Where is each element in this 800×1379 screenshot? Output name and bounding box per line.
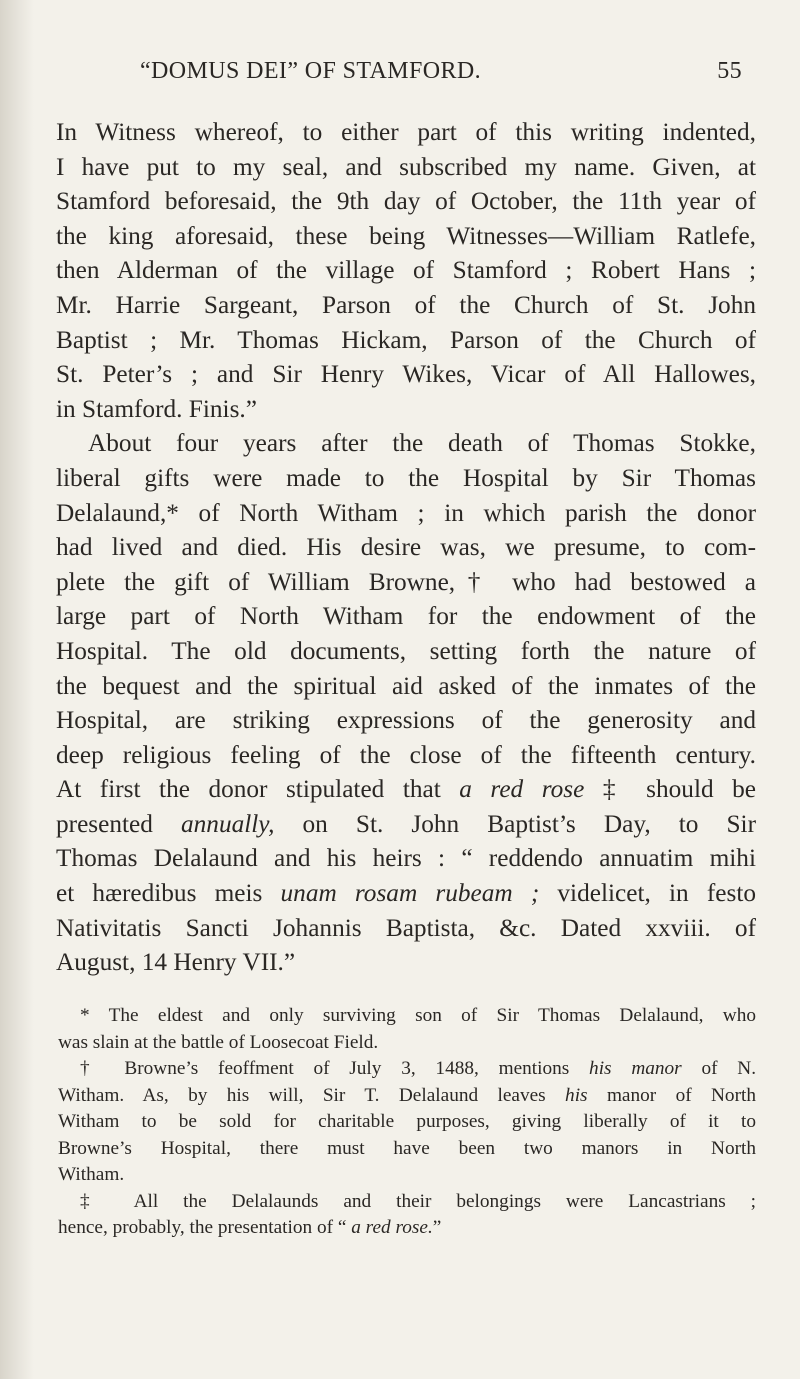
- italic-phrase: his manor: [589, 1058, 682, 1079]
- text-segment: ”: [432, 1217, 442, 1238]
- body-text: [56, 115, 756, 980]
- text-line: Mr. Harrie Sargeant, Parson of the Church of St. John: [56, 290, 756, 319]
- italic-phrase: his: [565, 1084, 588, 1106]
- text-line: liberal gifts were made to the Hospital by Sir Thomas: [56, 463, 756, 492]
- text-line: in Stamford. Finis.”: [56, 394, 257, 423]
- text-line: In Witness whereof, to either part of this writing indented,: [56, 118, 756, 146]
- italic-phrase: a red rose.: [351, 1217, 433, 1238]
- footnote-line: [58, 1215, 756, 1242]
- footnote-line: Browne’s Hospital, there must have been two manors in North: [58, 1137, 756, 1159]
- text-line: St. Peter’s ; and Sir Henry Wikes, Vicar of All Hallowes,: [56, 360, 756, 389]
- text-line: Hospital. The old documents, setting forth the nature of: [56, 636, 756, 665]
- footnote-line: [58, 1056, 756, 1083]
- text-segment: At first the donor stipulated that: [56, 775, 460, 804]
- text-line: Hospital, are striking expressions of the generosity and: [56, 706, 756, 735]
- text-segment: hence, probably, the presentation of “: [58, 1217, 352, 1238]
- text-segment: on St. John Baptist’s Day, to Sir: [274, 809, 756, 838]
- text-segment: manor of North: [587, 1084, 756, 1106]
- text-line: [56, 876, 756, 911]
- text-segment: † Browne’s feoffment of July 3, 1488, mentions: [80, 1058, 590, 1079]
- italic-phrase: annually,: [181, 809, 275, 838]
- text-line: then Alderman of the village of Stamford ; Robert Hans ;: [56, 256, 756, 285]
- text-line: Delalaund,* of North Witham ; in which parish the donor: [56, 498, 756, 527]
- text-line: Baptist ; Mr. Thomas Hickam, Parson of the Church of: [56, 325, 756, 354]
- text-line: the king aforesaid, these being Witnesses—William Ratlefe,: [56, 221, 756, 250]
- text-line: [56, 807, 756, 842]
- text-line: large part of North Witham for the endowment of the: [56, 602, 756, 631]
- footnote-line: [58, 1083, 756, 1110]
- running-title: “DOMUS DEI” OF STAMFORD.: [140, 58, 482, 84]
- text-line: plete the gift of William Browne,† who had bestowed a: [56, 567, 756, 596]
- text-line: About four years after the death of Thomas Stokke,: [88, 429, 756, 458]
- text-line: I have put to my seal, and subscribed my name. Given, at: [56, 152, 756, 181]
- text-line: [56, 772, 756, 807]
- text-line: the bequest and the spiritual aid asked of the inmates of the: [56, 671, 756, 700]
- text-segment: videlicet, in festo: [539, 879, 756, 908]
- footnote-line: Witham to be sold for charitable purposes, giving liberally of it to: [58, 1111, 756, 1132]
- text-line: Nativitatis Sancti Johannis Baptista, &c. Dated xxviii. of: [56, 913, 756, 942]
- text-segment: et hæredibus meis: [56, 879, 281, 908]
- page-gutter-shadow: [0, 0, 34, 1379]
- italic-phrase: unam rosam rubeam ;: [280, 879, 540, 908]
- footnote-line: was slain at the battle of Loosecoat Field.: [58, 1031, 379, 1053]
- text-segment: presented: [56, 809, 181, 838]
- footnote-line: Witham.: [58, 1164, 125, 1185]
- text-segment: Witham. As, by his will, Sir T. Delalaund leaves: [58, 1084, 566, 1106]
- italic-phrase: a red rose: [459, 775, 585, 804]
- text-line: August, 14 Henry VII.”: [56, 948, 296, 977]
- page-number: 55: [717, 58, 742, 84]
- text-line: had lived and died. His desire was, we presume, to com-: [56, 533, 756, 562]
- text-line: Stamford beforesaid, the 9th day of October, the 11th year of: [56, 187, 756, 216]
- text-segment: of N.: [681, 1058, 756, 1079]
- text-line: deep religious feeling of the close of the fifteenth century.: [56, 740, 756, 769]
- footnote-line: ‡ All the Delalaunds and their belongings were Lancastrians ;: [80, 1190, 756, 1212]
- text-line: Thomas Delalaund and his heirs : “ reddendo annuatim mihi: [56, 844, 756, 873]
- text-segment: ‡ should be: [584, 775, 756, 804]
- footnotes: [58, 1003, 756, 1242]
- footnote-line: * The eldest and only surviving son of Sir Thomas Delalaund, who: [80, 1005, 756, 1026]
